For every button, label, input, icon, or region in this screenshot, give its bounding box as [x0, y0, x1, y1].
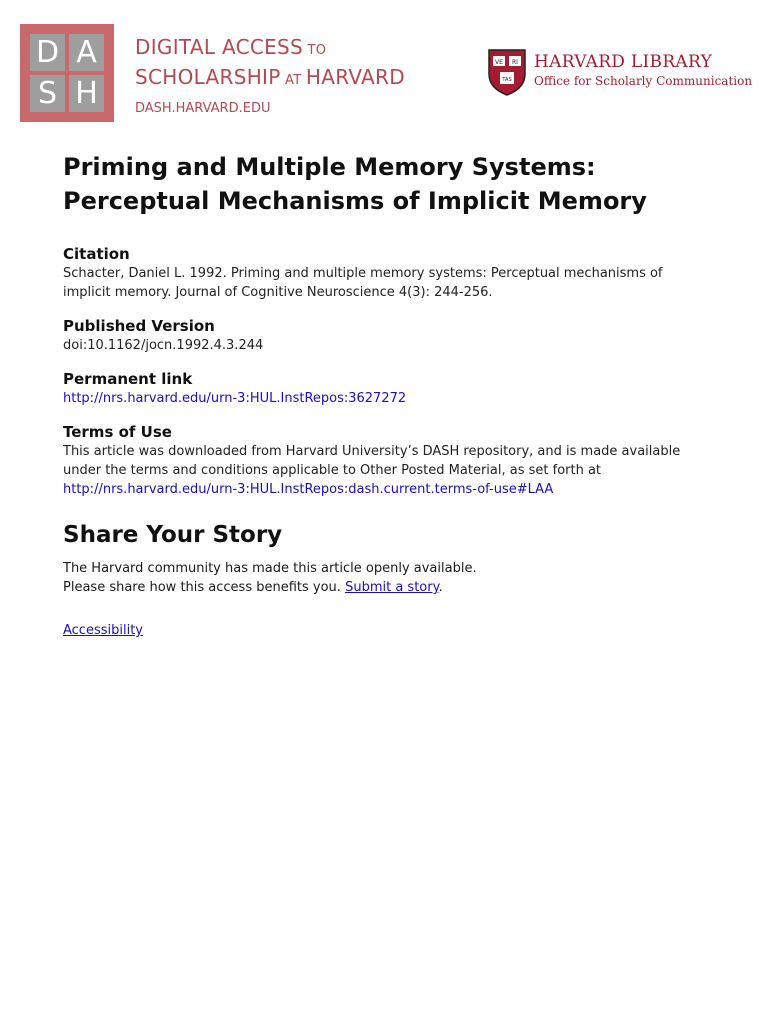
dash-line2-end: HARVARD	[305, 65, 405, 89]
published-version-heading: Published Version	[63, 317, 215, 335]
doi-text: doi:10.1162/jocn.1992.4.3.244	[63, 338, 264, 353]
citation-heading: Citation	[63, 245, 130, 263]
shield-text: VE	[495, 59, 503, 66]
share-line2-text: Please share how this access benefits you.	[63, 580, 346, 595]
article-title: Priming and Multiple Memory Systems: Perceptual Mechanisms of Implicit Memory	[63, 153, 647, 215]
harvard-library-text	[534, 51, 752, 89]
dash-line1-small: TO	[303, 43, 327, 58]
permanent-link[interactable]: http://nrs.harvard.edu/urn-3:HUL.InstRepos:3627272	[63, 391, 407, 406]
dash-url[interactable]: DASH.HARVARD.EDU	[135, 101, 271, 116]
accessibility-link[interactable]: Accessibility	[63, 623, 143, 638]
harvard-shield-icon	[487, 48, 527, 96]
published-version-section	[63, 316, 713, 355]
dash-wordmark-line2	[135, 64, 405, 94]
permanent-link-section	[63, 369, 713, 408]
terms-of-use-heading: Terms of Use	[63, 423, 172, 441]
citation-section	[63, 244, 713, 302]
permanent-link-heading: Permanent link	[63, 370, 193, 388]
terms-of-use-link[interactable]: http://nrs.harvard.edu/urn-3:HUL.InstRepos:dash.current.terms-of-use#LAA	[63, 482, 554, 497]
dash-logo-letter: S	[30, 75, 65, 112]
dash-wordmark	[135, 34, 405, 120]
terms-text: This article was downloaded from Harvard University’s DASH repository, and is made available under the terms and conditions applicable to Other Posted Material, as set forth at	[63, 444, 681, 478]
dash-line2-main: SCHOLARSHIP	[135, 65, 281, 89]
share-line1: The Harvard community has made this article openly available.	[63, 561, 477, 576]
dash-logo-letter: D	[30, 34, 65, 71]
terms-of-use-section	[63, 422, 713, 499]
share-your-story-heading: Share Your Story	[63, 522, 283, 548]
dash-line2-small: AT	[280, 73, 306, 88]
harvard-library-subtitle: Office for Scholarly Communication	[534, 74, 753, 88]
share-line2-end: .	[438, 580, 443, 595]
shield-text: TAS	[502, 77, 512, 83]
submit-story-link[interactable]: Submit a story	[345, 580, 439, 595]
shield-text: RI	[512, 59, 518, 66]
dash-line1-main: DIGITAL ACCESS	[135, 35, 304, 59]
terms-of-use-text	[63, 442, 713, 499]
harvard-library-title: HARVARD LIBRARY	[534, 52, 713, 72]
dash-logo	[20, 24, 114, 122]
document-body	[63, 150, 713, 640]
citation-text: Schacter, Daniel L. 1992. Priming and multiple memory systems: Perceptual mechanisms of implicit memory. Journal of Cognitive Neuroscience 4(3): 244-256.	[63, 266, 663, 300]
dash-logo-letter: H	[69, 75, 104, 112]
share-line2	[63, 578, 713, 597]
dash-wordmark-line1	[135, 34, 405, 64]
dash-logo-letter: A	[69, 34, 104, 71]
